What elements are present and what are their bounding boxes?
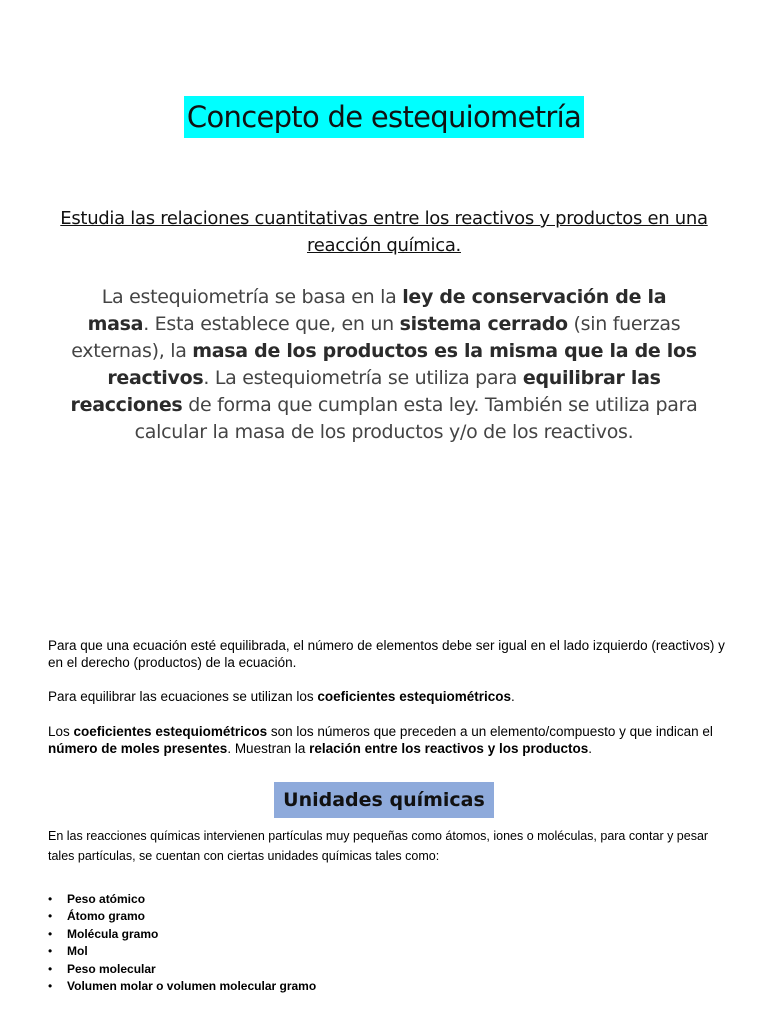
section-heading-wrapper	[0, 782, 768, 818]
bullet-icon: •	[48, 961, 53, 976]
intro-text-3: (sin fuerzas externas), la	[71, 313, 681, 362]
intro-bold-4: equilibrar las reacciones	[70, 367, 661, 416]
paragraph-chemical-units: En las reacciones químicas intervienen partículas muy pequeñas como átomos, iones o moléculas, para contar y pesar tales partículas, se cuentan con ciertas unidades químicas tales como:	[48, 829, 709, 863]
p3-text-3: . Muestran la	[227, 741, 310, 756]
p3-bold-2: número de moles presentes	[48, 741, 228, 756]
p2-text-2: .	[510, 689, 515, 704]
bullet-icon: •	[48, 979, 53, 994]
intro-bold-2: sistema cerrado	[399, 313, 568, 335]
bullet-icon: •	[48, 909, 53, 924]
bullet-icon: •	[48, 944, 53, 959]
p3-text-4: .	[588, 741, 592, 756]
intro-paragraph	[70, 284, 698, 446]
section-heading: Unidades químicas	[274, 782, 494, 818]
list-item	[48, 961, 316, 978]
list-item-label: Mol	[67, 944, 88, 959]
p2-bold-1: coeficientes estequiométricos	[317, 689, 511, 704]
list-item-label: Átomo gramo	[67, 909, 145, 924]
list-item-label: Molécula gramo	[67, 926, 159, 941]
intro-text-1: La estequiometría se basa en la	[101, 286, 403, 308]
paragraph-coefficients-definition	[48, 723, 728, 757]
list-item	[48, 908, 316, 925]
subtitle-text: Estudia las relaciones cuantitativas entre los reactivos y productos en una reacción química.	[60, 208, 708, 256]
title-wrapper	[0, 96, 768, 138]
intro-text-4: . La estequiometría se utiliza para	[203, 367, 523, 389]
list-item	[48, 978, 316, 995]
bullet-icon: •	[48, 892, 53, 906]
intro-text-5: de forma que cumplan esta ley. También se utiliza para calcular la masa de los productos y/o de los reactivos.	[134, 394, 698, 443]
list-item	[48, 926, 316, 943]
bullet-icon: •	[48, 926, 53, 941]
list-item	[48, 943, 316, 960]
p3-text-2: son los números que preceden a un elemento/compuesto y que indican el	[267, 724, 713, 739]
units-list	[48, 891, 316, 995]
intro-bold-1: ley de conservación de la masa	[87, 286, 667, 335]
p3-bold-1: coeficientes estequiométricos	[73, 724, 268, 739]
paragraph-coefficients-use	[48, 688, 728, 705]
intro-bold-3: masa de los productos es la misma que la de los reactivos	[107, 340, 697, 389]
intro-text-2: . Esta establece que, en un	[143, 313, 400, 335]
page-title: Concepto de estequiometría	[184, 96, 584, 138]
p3-text-1: Los	[48, 724, 74, 739]
paragraph-balanced-equation: Para que una ecuación esté equilibrada, el número de elementos debe ser igual en el lado izquierdo (reactivos) y en el derecho (productos) de la ecuación.	[48, 638, 725, 670]
list-item-label: Peso molecular	[67, 961, 156, 976]
list-item-label: Volumen molar o volumen molecular gramo	[67, 979, 317, 994]
list-item	[48, 891, 316, 908]
list-item-label: Peso atómico	[67, 892, 146, 906]
subtitle	[60, 205, 708, 259]
p2-text-1: Para equilibrar las ecuaciones se utilizan los	[48, 689, 318, 704]
p3-bold-3: relación entre los reactivos y los productos	[309, 741, 589, 756]
